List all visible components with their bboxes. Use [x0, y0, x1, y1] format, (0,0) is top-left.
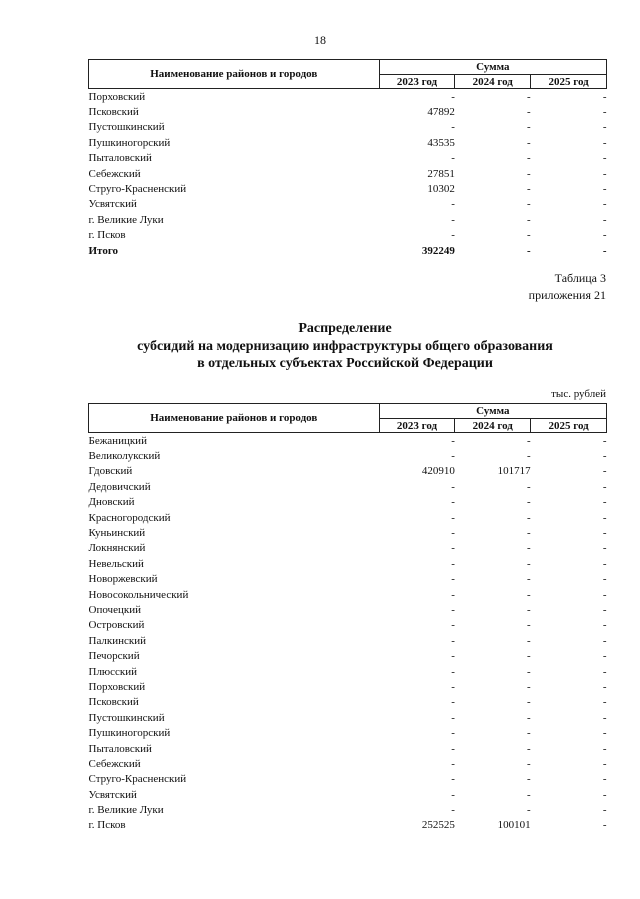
value-2024: -: [527, 603, 531, 616]
value-2025: -: [602, 106, 607, 119]
table-row: [89, 89, 607, 105]
value-2023: -: [451, 804, 455, 817]
district-name: Себежский: [88, 757, 141, 770]
district-name: Куньинский: [88, 527, 146, 540]
district-name: Бежаницкий: [88, 434, 147, 447]
value-2023: -: [451, 90, 455, 103]
table-reference: [529, 270, 606, 304]
table-row: [89, 151, 607, 166]
value-2023: 252525: [421, 819, 455, 832]
district-name: Псковский: [88, 106, 139, 119]
district-name: г. Великие Луки: [88, 213, 164, 226]
value-2025: -: [602, 229, 607, 242]
table-row: [89, 510, 607, 525]
value-2023: -: [451, 757, 455, 770]
value-2024: -: [527, 167, 531, 180]
value-2024: -: [527, 804, 531, 817]
table-number: Таблица 3: [554, 271, 606, 285]
value-2023: -: [451, 742, 455, 755]
value-2023: -: [451, 450, 455, 463]
value-2025: -: [602, 650, 607, 663]
value-2024: -: [527, 434, 531, 447]
value-2024: -: [527, 121, 531, 134]
value-2025: -: [602, 711, 607, 724]
district-name: г. Псков: [88, 229, 126, 242]
district-name: Новосокольнический: [88, 588, 189, 601]
value-2024: -: [527, 90, 531, 103]
subsidy-table-modernization: [88, 403, 607, 833]
value-2025: -: [602, 665, 607, 678]
value-2025: -: [602, 136, 607, 149]
total-2024: -: [527, 244, 531, 257]
district-name: Великолукский: [88, 450, 161, 463]
value-2025: -: [602, 496, 607, 509]
value-2023: -: [451, 557, 455, 570]
value-2023: -: [451, 696, 455, 709]
value-2023: -: [451, 573, 455, 586]
table-row: [89, 818, 607, 833]
table-row: [89, 633, 607, 648]
table-row: [89, 525, 607, 540]
value-2025: -: [602, 742, 607, 755]
value-2023: -: [451, 152, 455, 165]
title-line-2: субсидий на модернизацию инфраструктуры общего образования: [137, 338, 553, 354]
table-row: [89, 679, 607, 694]
table-row: [89, 710, 607, 725]
value-2024: -: [527, 213, 531, 226]
district-name: Новоржевский: [88, 573, 158, 586]
district-name: Пушкиногорский: [88, 727, 171, 740]
value-2024: -: [527, 557, 531, 570]
value-2025: -: [602, 804, 607, 817]
district-name: г. Великие Луки: [88, 804, 164, 817]
value-2025: -: [602, 465, 607, 478]
value-2024: -: [527, 136, 531, 149]
value-2023: -: [451, 496, 455, 509]
district-name: Псковский: [88, 696, 139, 709]
value-2025: -: [602, 557, 607, 570]
column-header-2025: 2025 год: [531, 419, 607, 433]
value-2024: -: [527, 450, 531, 463]
value-2024: -: [527, 106, 531, 119]
value-2024: -: [527, 588, 531, 601]
value-2025: -: [602, 480, 607, 493]
value-2023: -: [451, 229, 455, 242]
value-2024: -: [527, 757, 531, 770]
table-row: [89, 664, 607, 679]
value-2025: -: [602, 680, 607, 693]
district-name: Дедовичский: [88, 480, 151, 493]
value-2023: -: [451, 480, 455, 493]
district-name: г. Псков: [88, 819, 126, 832]
value-2023: -: [451, 588, 455, 601]
value-2023: -: [451, 634, 455, 647]
value-2024: -: [527, 788, 531, 801]
district-name: Пушкиногорский: [88, 136, 171, 149]
column-header-2025: 2025 год: [531, 75, 607, 89]
value-2025: -: [602, 603, 607, 616]
table-row: [89, 695, 607, 710]
value-2024: -: [527, 619, 531, 632]
table-row: [89, 448, 607, 463]
value-2025: -: [602, 213, 607, 226]
column-header-2023: 2023 год: [379, 419, 455, 433]
district-name: Усвятский: [88, 198, 137, 211]
district-name: Пыталовский: [88, 152, 152, 165]
subsidy-table-continued: [88, 59, 607, 258]
value-2025: -: [602, 121, 607, 134]
value-2023: -: [451, 650, 455, 663]
value-2025: -: [602, 588, 607, 601]
value-2025: -: [602, 542, 607, 555]
value-2025: -: [602, 727, 607, 740]
value-2023: 43535: [427, 136, 455, 149]
table-row: [89, 802, 607, 817]
table-row: [89, 648, 607, 663]
column-header-sum: Сумма: [379, 60, 606, 75]
district-name: Порховский: [88, 680, 146, 693]
district-name: Себежский: [88, 167, 141, 180]
value-2023: -: [451, 619, 455, 632]
value-2024: -: [527, 711, 531, 724]
district-name: Дновский: [88, 496, 135, 509]
value-2023: -: [451, 434, 455, 447]
value-2023: 27851: [427, 167, 455, 180]
table-row: [89, 756, 607, 771]
value-2023: 420910: [421, 465, 455, 478]
value-2024: -: [527, 650, 531, 663]
district-name: Пустошкинский: [88, 121, 165, 134]
table-row: [89, 166, 607, 181]
table-row: [89, 479, 607, 494]
table-row: [89, 602, 607, 617]
table-row: [89, 197, 607, 212]
value-2025: -: [602, 634, 607, 647]
value-2024: -: [527, 665, 531, 678]
value-2023: -: [451, 665, 455, 678]
value-2023: -: [451, 527, 455, 540]
value-2024: -: [527, 542, 531, 555]
value-2023: -: [451, 121, 455, 134]
table-row: [89, 495, 607, 510]
district-name: Островский: [88, 619, 145, 632]
district-name: Опочецкий: [88, 603, 141, 616]
value-2025: -: [602, 167, 607, 180]
value-2024: 101717: [497, 465, 531, 478]
column-header-2024: 2024 год: [455, 419, 531, 433]
value-2023: -: [451, 511, 455, 524]
district-name: Гдовский: [88, 465, 133, 478]
value-2023: -: [451, 542, 455, 555]
value-2024: -: [527, 680, 531, 693]
value-2023: -: [451, 213, 455, 226]
value-2024: -: [527, 727, 531, 740]
table-row: [89, 181, 607, 196]
value-2025: -: [602, 619, 607, 632]
district-name: Струго-Красненский: [88, 183, 187, 196]
value-2024: -: [527, 198, 531, 211]
table-row: [89, 212, 607, 227]
district-name: Плюсский: [88, 665, 138, 678]
value-2024: -: [527, 152, 531, 165]
district-name: Пыталовский: [88, 742, 152, 755]
value-2023: -: [451, 603, 455, 616]
table-row: [89, 725, 607, 740]
total-label: Итого: [88, 244, 119, 257]
value-2025: -: [602, 573, 607, 586]
table-row: [89, 572, 607, 587]
value-2025: -: [602, 152, 607, 165]
appendix-reference: приложения 21: [528, 288, 606, 302]
table-row: [89, 587, 607, 602]
district-name: Порховский: [88, 90, 146, 103]
value-2024: -: [527, 480, 531, 493]
column-header-name: Наименование районов и городов: [89, 60, 380, 89]
value-2024: -: [527, 496, 531, 509]
value-2025: -: [602, 527, 607, 540]
value-2025: -: [602, 819, 607, 832]
table-row: [89, 787, 607, 802]
value-2025: -: [602, 90, 607, 103]
table-row: [89, 104, 607, 119]
district-name: Усвятский: [88, 788, 137, 801]
page-number: 18: [314, 33, 326, 47]
district-name: Печорский: [88, 650, 140, 663]
total-2025: -: [602, 244, 607, 257]
table-row: [89, 618, 607, 633]
district-name: Палкинский: [88, 634, 147, 647]
value-2025: -: [602, 198, 607, 211]
table-row: [89, 135, 607, 150]
value-2023: 10302: [427, 183, 455, 196]
value-2023: -: [451, 711, 455, 724]
column-header-2023: 2023 год: [379, 75, 455, 89]
value-2025: -: [602, 183, 607, 196]
column-header-2024: 2024 год: [455, 75, 531, 89]
value-2025: -: [602, 788, 607, 801]
value-2024: -: [527, 773, 531, 786]
value-2023: 47892: [427, 106, 455, 119]
district-name: Пустошкинский: [88, 711, 165, 724]
total-row: [89, 243, 607, 258]
column-header-sum: Сумма: [379, 404, 606, 419]
district-name: Струго-Красненский: [88, 773, 187, 786]
value-2024: -: [527, 573, 531, 586]
value-2024: -: [527, 742, 531, 755]
district-name: Красногородский: [88, 511, 171, 524]
value-2024: -: [527, 527, 531, 540]
value-2024: -: [527, 229, 531, 242]
value-2025: -: [602, 434, 607, 447]
table-row: [89, 772, 607, 787]
value-2025: -: [602, 450, 607, 463]
value-2024: 100101: [497, 819, 531, 832]
table-row: [89, 741, 607, 756]
value-2025: -: [602, 773, 607, 786]
value-2023: -: [451, 727, 455, 740]
table-row: [89, 120, 607, 135]
table-row: [89, 556, 607, 571]
units-label: тыс. рублей: [551, 388, 606, 400]
value-2024: -: [527, 511, 531, 524]
value-2023: -: [451, 198, 455, 211]
column-header-name: Наименование районов и городов: [89, 404, 380, 433]
table-row: [89, 541, 607, 556]
value-2025: -: [602, 757, 607, 770]
value-2024: -: [527, 634, 531, 647]
table-row: [89, 433, 607, 449]
value-2024: -: [527, 696, 531, 709]
value-2024: -: [527, 183, 531, 196]
title-line-1: Распределение: [298, 321, 392, 336]
document-title: [0, 320, 640, 373]
value-2023: -: [451, 773, 455, 786]
district-name: Локнянский: [88, 542, 146, 555]
table-row: [89, 464, 607, 479]
value-2025: -: [602, 696, 607, 709]
value-2023: -: [451, 788, 455, 801]
table-row: [89, 228, 607, 243]
value-2023: -: [451, 680, 455, 693]
value-2025: -: [602, 511, 607, 524]
total-2023: 392249: [421, 244, 455, 257]
district-name: Невельский: [88, 557, 144, 570]
title-line-3: в отдельных субъектах Российской Федерации: [197, 356, 493, 371]
